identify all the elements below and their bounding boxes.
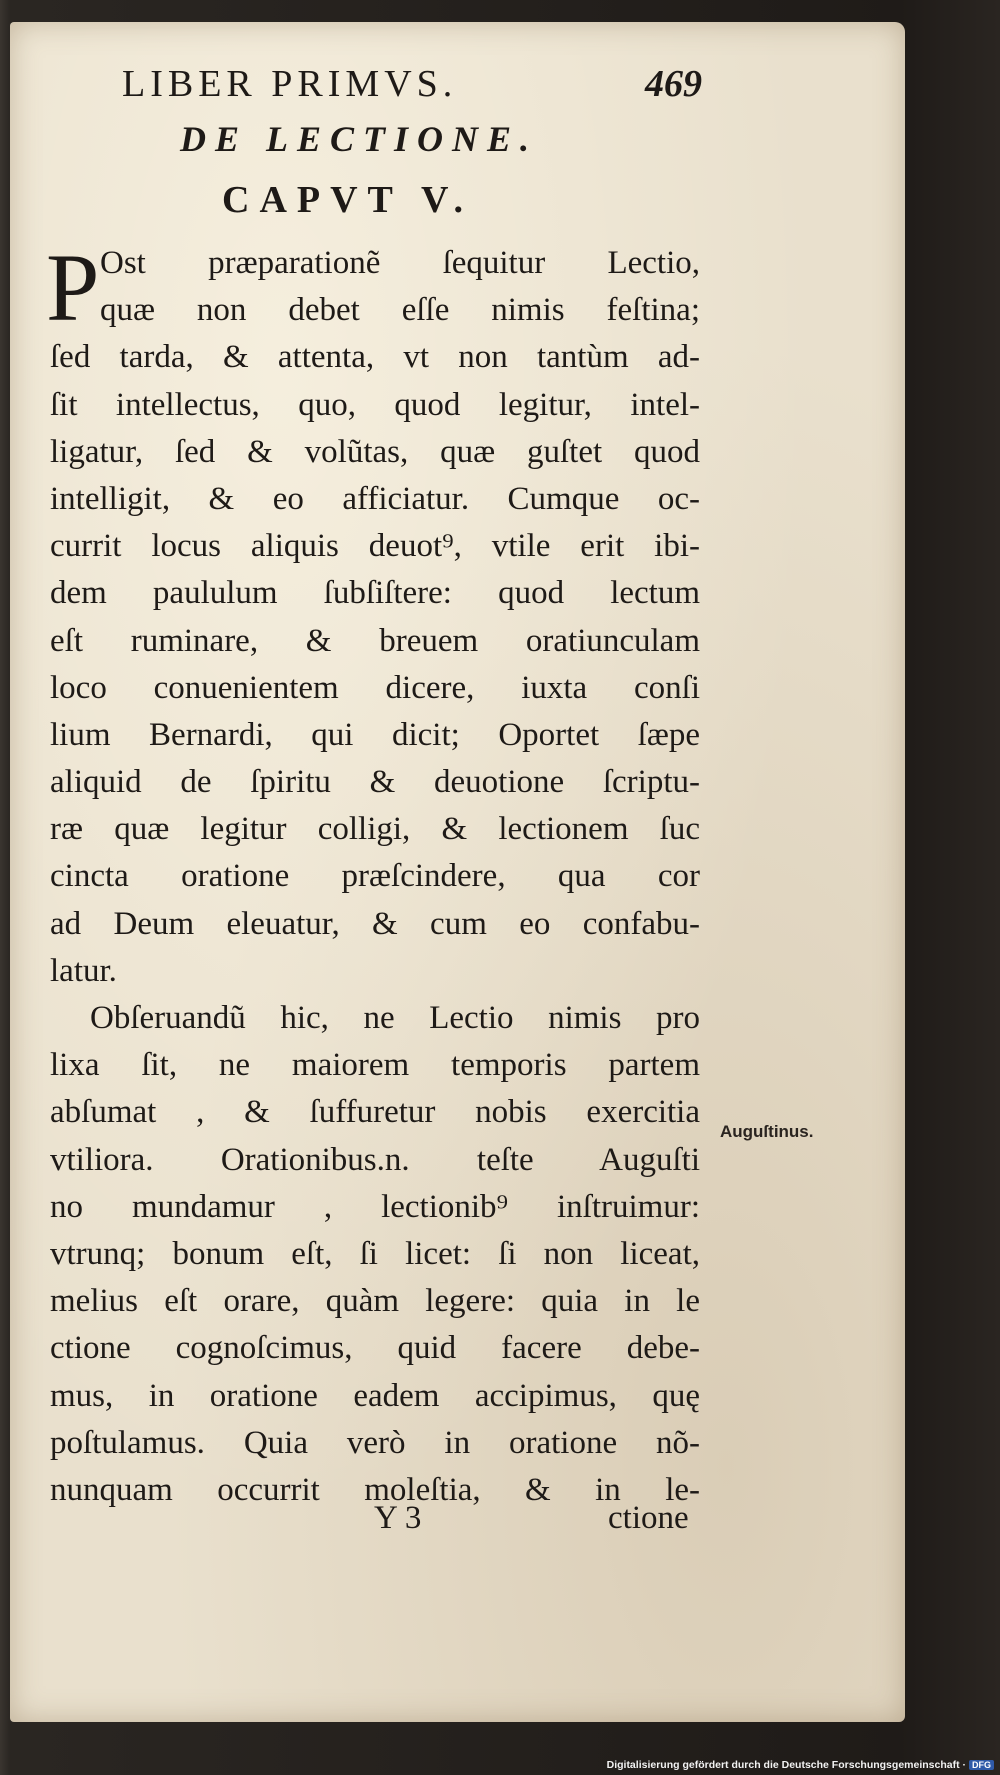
body-line-1: Ost præparationẽ ſequitur Lectio, [100,245,700,281]
body-line-26: poſtulamus. Quia verò in oratione nõ- [50,1424,700,1461]
section-title: DE LECTIONE. [180,119,539,159]
chapter-title: CAPVT V. [222,179,474,221]
margin-note: Auguſtinus. [720,1122,814,1141]
body-line-5: ligatur, ſed & volũtas, quæ guſtet quod [50,433,700,470]
signature-mark: Y 3 [374,1500,422,1536]
body-line-17: Obſeruandũ hic, ne Lectio nimis pro [90,1000,700,1037]
body-line-23: melius eſt orare, quàm legere: quia in le [50,1283,700,1320]
body-line-15: ad Deum eleuatur, & cum eo confabu- [50,905,700,942]
page-number: 469 [645,63,702,105]
body-line-13: ræ quæ legitur colligi, & lectionem ſuc [50,811,700,848]
body-text [50,334,700,1514]
running-head [122,62,702,112]
body-line-8: dem paululum ſubſiſtere: quod lectum [50,575,700,612]
body-line-11: lium Bernardi, qui dicit; Oportet ſæpe [50,716,700,753]
body-line-10: loco conuenientem dicere, iuxta conſi [50,669,700,706]
body-line-22: vtrunq; bonum eſt, ſi licet: ſi non liceat, [50,1235,700,1272]
body-line-3: ſed tarda, & attenta, vt non tantùm ad- [50,339,700,376]
body-line-2: quæ non debet eſſe nimis feſtina; [100,292,700,329]
running-head-title: LIBER PRIMVS. [122,63,458,105]
body-line-19: abſumat , & ſuffuretur nobis exercitia [50,1094,700,1131]
drop-cap-initial: P [46,234,100,341]
body-line-21: no mundamur , lectionib⁹ inſtruimur: [50,1188,700,1225]
catchword: ctione [608,1500,689,1536]
digitization-credit [607,1759,994,1771]
body-line-6: intelligit, & eo afficiatur. Cumque oc- [50,480,700,517]
body-line-24: ctione cognoſcimus, quid facere debe- [50,1330,700,1367]
body-line-27: nunquam occurrit moleſtia, & in le- [50,1471,700,1508]
body-line-9: eſt ruminare, & breuem oratiunculam [50,622,700,659]
body-line-12: aliquid de ſpiritu & deuotione ſcriptu- [50,764,700,801]
body-line-25: mus, in oratione eadem accipimus, quę [50,1377,700,1414]
body-line-16: latur. [50,952,117,989]
body-line-18: lixa ſit, ne maiorem temporis partem [50,1047,700,1084]
body-line-4: ſit intellectus, quo, quod legitur, intel- [50,386,700,423]
body-line-20: vtiliora. Orationibus.n. teſte Auguſti [50,1141,700,1178]
body-line-14: cincta oratione præſcindere, qua cor [50,858,700,895]
first-lines [100,240,700,334]
dfg-logo-icon: DFG [969,1760,994,1770]
body-line-7: currit locus aliquis deuot⁹, vtile erit ibi- [50,528,700,565]
credit-text: Digitalisierung gefördert durch die Deutsche Forschungsgemeinschaft · [606,1759,966,1771]
